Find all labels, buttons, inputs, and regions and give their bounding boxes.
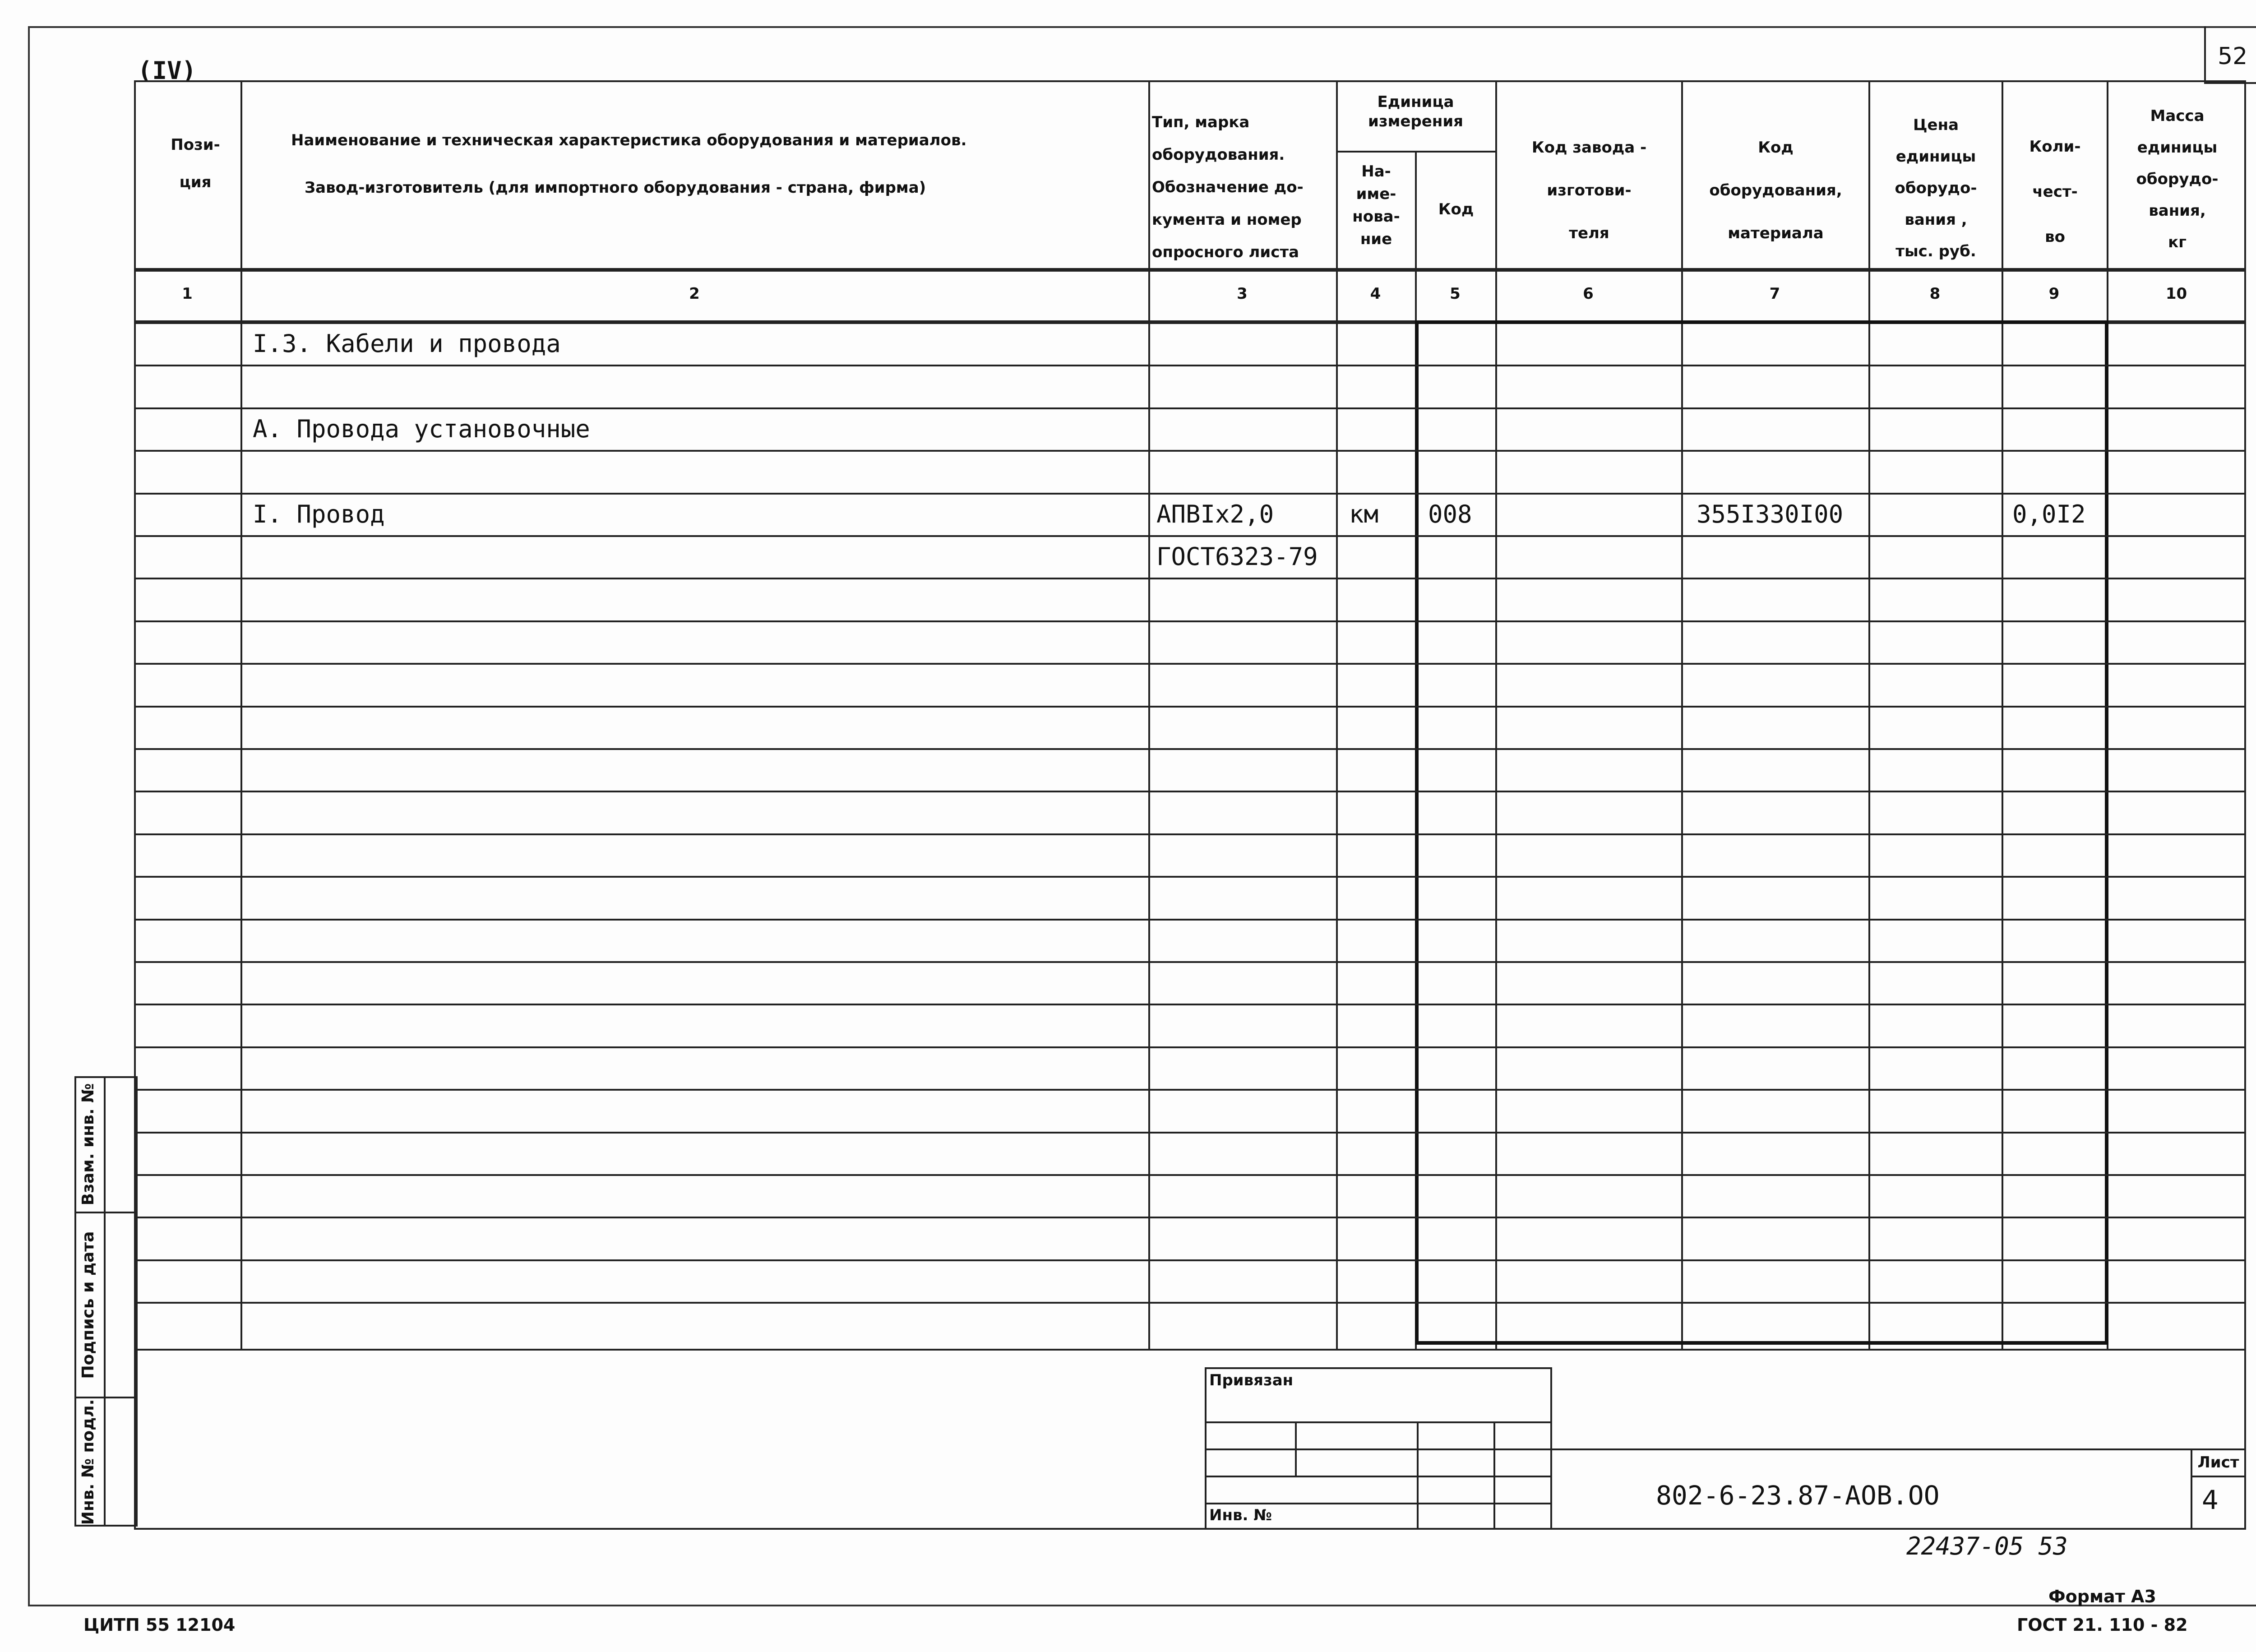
colnum-7: 7	[1769, 285, 1780, 303]
table-cell-qty: 0,0I2	[2012, 500, 2086, 528]
col-line-2	[1148, 80, 1150, 1351]
corner-sheet-number: 52	[2218, 43, 2248, 70]
handwritten-number: 22437-05 53	[1906, 1532, 2068, 1560]
privyazan-vline-3	[1493, 1421, 1495, 1530]
row-line	[134, 493, 2246, 495]
row-line	[134, 450, 2246, 452]
colnum-6: 6	[1583, 285, 1594, 303]
header-col5: Код	[1438, 200, 1474, 218]
header-col3: Тип, марка оборудования. Обозначение до- кумента и номер опросного листа	[1152, 113, 1304, 261]
header-col7: Код оборудования, материала	[1709, 139, 1842, 242]
privyazan-vline-1	[1295, 1421, 1297, 1476]
row-line	[134, 1004, 2246, 1005]
section-marker: (IV)	[138, 56, 197, 85]
list-number: 4	[2202, 1485, 2219, 1515]
table-cell-type: АПВIх2,0	[1156, 500, 1274, 528]
gost-label: ГОСТ 21. 110 - 82	[2017, 1615, 2188, 1635]
header-bottom-line	[134, 268, 2246, 272]
row-line	[134, 748, 2246, 750]
header-col2-line2: Завод-изготовитель (для импортного оборудования - страна, фирма)	[305, 179, 926, 197]
header-col6: Код завода - изготови- теля	[1531, 139, 1647, 242]
col-line-3	[1336, 80, 1338, 1351]
stamp-vzam-inv: Взам. инв. №	[79, 1083, 97, 1206]
colnum-4: 4	[1370, 285, 1381, 303]
row-line	[134, 1302, 2246, 1304]
col-line-1	[240, 80, 242, 1351]
table-cell-code: 008	[1428, 500, 1472, 528]
header-col4: На- име- нова- ние	[1352, 162, 1400, 248]
privyazan-label: Привязан	[1209, 1371, 1294, 1389]
row-line	[134, 1174, 2246, 1176]
row-line	[134, 706, 2246, 708]
header-col10: Масса единицы оборудо- вания, кг	[2136, 107, 2219, 251]
row-line	[134, 1259, 2246, 1261]
row-line	[134, 833, 2246, 835]
table-cell-name: I.3. Кабели и провода	[253, 329, 561, 358]
thick-block-frame	[1415, 320, 2108, 1345]
row-line	[134, 791, 2246, 792]
stamp-podpis-data: Подпись и дата	[79, 1231, 97, 1379]
row-line	[134, 1217, 2246, 1218]
header-col9: Коли- чест- во	[2029, 138, 2081, 246]
privyazan-line-1	[1205, 1421, 1552, 1423]
privyazan-vline-2	[1417, 1421, 1419, 1530]
header-col2-line1: Наименование и техническая характеристика оборудования и материалов.	[291, 131, 967, 149]
header-col1: Пози- ция	[171, 136, 220, 191]
side-stamp-divider	[104, 1076, 106, 1527]
colnum-1: 1	[182, 285, 193, 303]
list-box-divider	[2191, 1476, 2246, 1477]
row-line	[134, 365, 2246, 366]
row-line	[134, 407, 2246, 409]
colnum-8: 8	[1929, 285, 1941, 303]
table-cell-material-code: 355I330I00	[1697, 500, 1844, 528]
table-cell-type: ГОСТ6323-79	[1156, 542, 1318, 571]
header-col8: Цена единицы оборудо- вания , тыс. руб.	[1895, 116, 1977, 260]
colnum-5: 5	[1450, 285, 1461, 303]
row-line	[134, 578, 2246, 579]
row-line	[134, 535, 2246, 537]
left-footer-code: ЦИТП 55 12104	[83, 1615, 236, 1635]
row-line	[134, 1132, 2246, 1134]
colnum-3: 3	[1237, 285, 1248, 303]
stamp-inv-podl: Инв. № подл.	[79, 1399, 97, 1525]
privyazan-line-4	[1205, 1503, 1552, 1504]
privyazan-line-3	[1205, 1476, 1552, 1477]
doc-code-top-line	[1552, 1448, 2246, 1450]
document-code: 802-6-23.87-АОВ.ОО	[1656, 1480, 1940, 1511]
row-line	[134, 663, 2246, 665]
table-cell-unit: км	[1349, 500, 1379, 528]
colnum-10: 10	[2165, 285, 2187, 303]
table-cell-name: I. Провод	[253, 500, 385, 528]
row-line	[134, 876, 2246, 878]
row-line	[134, 1046, 2246, 1048]
format-label: Формат А3	[2048, 1587, 2156, 1606]
header-unit-group: Единица измерения	[1368, 93, 1463, 130]
row-line	[134, 961, 2246, 963]
list-label: Лист	[2197, 1453, 2239, 1472]
table-cell-name: А. Провода установочные	[253, 415, 590, 443]
row-line	[134, 919, 2246, 921]
colnum-2: 2	[689, 285, 700, 303]
colnum-9: 9	[2048, 285, 2060, 303]
privyazan-line-2	[1205, 1448, 1552, 1450]
inv-no-label: Инв. №	[1209, 1506, 1272, 1524]
row-line	[134, 620, 2246, 622]
row-line	[134, 1089, 2246, 1091]
